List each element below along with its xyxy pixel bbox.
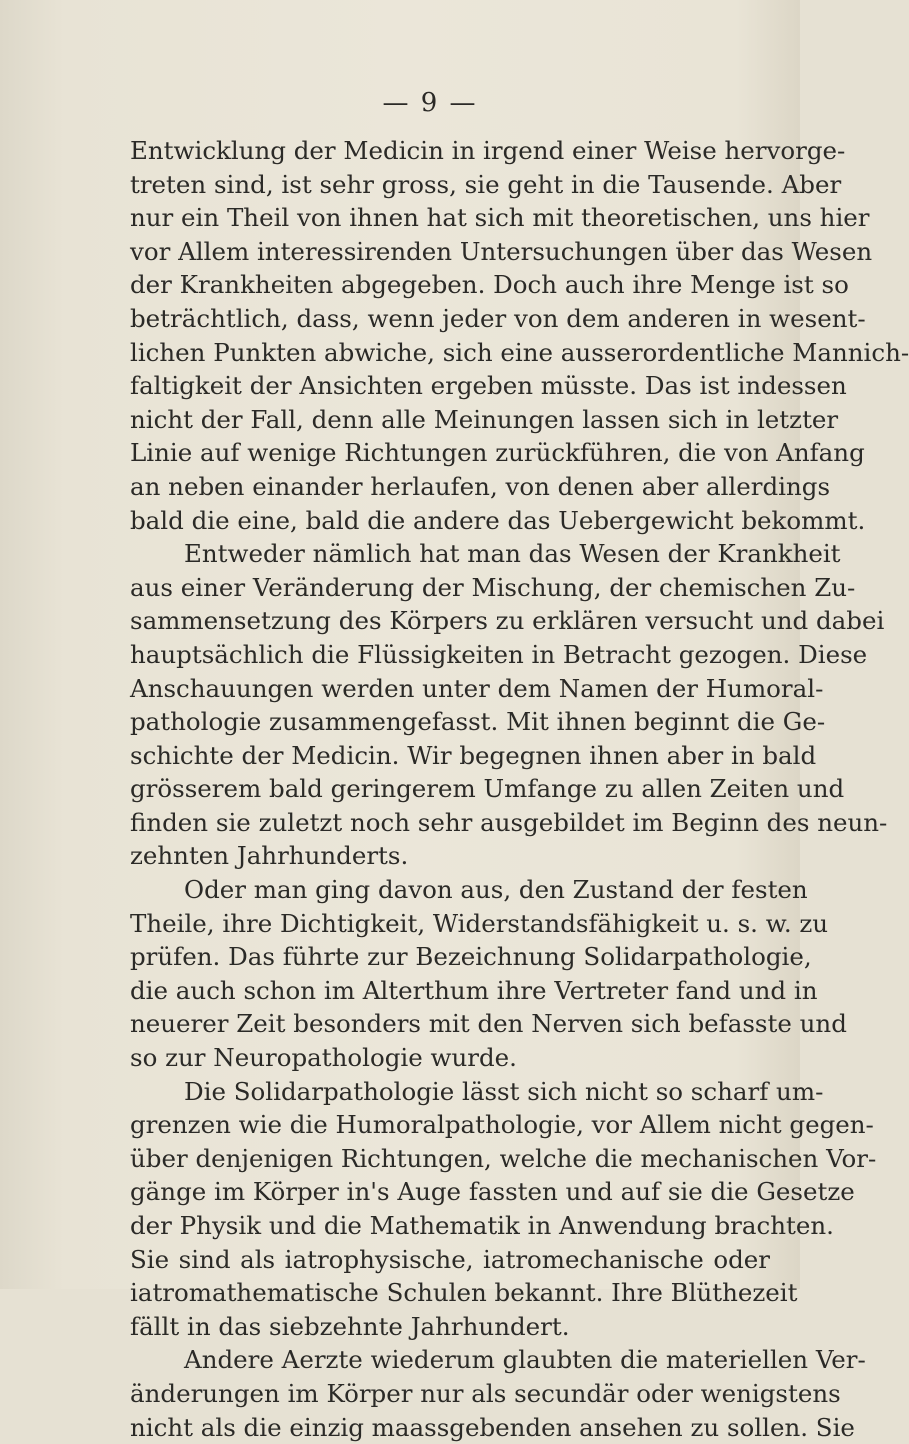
- text-line: Theile, ihre Dichtigkeit, Widerstandsfähigkeit u. s. w. zu: [130, 908, 829, 938]
- text-line: Linie auf wenige Richtungen zurückführen, die von Anfang: [130, 438, 865, 468]
- text-line: nur ein Theil von ihnen hat sich mit theoretischen, uns hier: [130, 203, 870, 233]
- text-line: nicht der Fall, denn alle Meinungen lassen sich in letzter: [130, 404, 839, 434]
- text-line: faltigkeit der Ansichten ergeben müsste. Das ist indessen: [130, 371, 847, 401]
- text-line: an neben einander herlaufen, von denen aber allerdings: [130, 471, 831, 501]
- page-number: — 9 —: [382, 88, 478, 118]
- text-line: Oder man ging davon aus, den Zustand der festen: [184, 875, 808, 905]
- text-line: bald die eine, bald die andere das Uebergewicht bekommt.: [130, 505, 866, 535]
- text-line: pathologie zusammengefasst. Mit ihnen beginnt die Ge-: [130, 707, 826, 737]
- text-line: so zur Neuropathologie wurde.: [130, 1043, 517, 1073]
- text-line: Anschauungen werden unter dem Namen der Humoral-: [130, 673, 824, 703]
- text-line: die auch schon im Alterthum ihre Vertreter fand und in: [130, 975, 818, 1005]
- body-text: [130, 134, 909, 1444]
- text-line: lichen Punkten abwiche, sich eine ausserordentliche Mannich-: [130, 337, 909, 367]
- text-line: Entweder nämlich hat man das Wesen der Krankheit: [184, 539, 841, 569]
- text-line: zehnten Jahrhunderts.: [130, 841, 409, 871]
- text-line: neuerer Zeit besonders mit den Nerven sich befasste und: [130, 1009, 847, 1039]
- text-line: sammensetzung des Körpers zu erklären versucht und dabei: [130, 606, 885, 636]
- text-line: grenzen wie die Humoralpathologie, vor Allem nicht gegen-: [130, 1110, 874, 1140]
- text-line: vor Allem interessirenden Untersuchungen über das Wesen: [130, 236, 873, 266]
- text-line: der Physik und die Mathematik in Anwendung brachten.: [130, 1211, 834, 1240]
- text-line: Sie sind als iatrophysische, iatromechanische oder: [130, 1244, 770, 1274]
- text-line: prüfen. Das führte zur Bezeichnung Solidarpathologie,: [130, 942, 812, 972]
- text-line: Entwicklung der Medicin in irgend einer Weise hervorge-: [130, 136, 846, 165]
- text-line: aus einer Veränderung der Mischung, der chemischen Zu-: [130, 572, 856, 602]
- text-line: iatromathematische Schulen bekannt. Ihre Blüthezeit: [130, 1278, 798, 1308]
- text-line: fällt in das siebzehnte Jahrhundert.: [130, 1311, 570, 1341]
- text-line: grösserem bald geringerem Umfange zu allen Zeiten und: [130, 774, 845, 804]
- text-line: der Krankheiten abgegeben. Doch auch ihre Menge ist so: [130, 270, 849, 300]
- text-line: treten sind, ist sehr gross, sie geht in die Tausende. Aber: [130, 169, 842, 199]
- text-line: nicht als die einzig maassgebenden ansehen zu sollen. Sie: [130, 1412, 855, 1442]
- text-line: über denjenigen Richtungen, welche die mechanischen Vor-: [130, 1143, 877, 1173]
- text-line: finden sie zuletzt noch sehr ausgebildet im Beginn des neun-: [130, 807, 888, 837]
- text-line: Andere Aerzte wiederum glaubten die materiellen Ver-: [184, 1345, 866, 1375]
- text-line: hauptsächlich die Flüssigkeiten in Betracht gezogen. Diese: [130, 639, 868, 669]
- text-line: Die Solidarpathologie lässt sich nicht so scharf um-: [184, 1076, 824, 1106]
- text-line: änderungen im Körper nur als secundär oder wenigstens: [130, 1378, 841, 1408]
- text-line: schichte der Medicin. Wir begegnen ihnen aber in bald: [130, 740, 817, 770]
- text-line: gänge im Körper in's Auge fassten und auf sie die Gesetze: [130, 1177, 855, 1207]
- text-line: beträchtlich, dass, wenn jeder von dem anderen in wesent-: [130, 303, 866, 333]
